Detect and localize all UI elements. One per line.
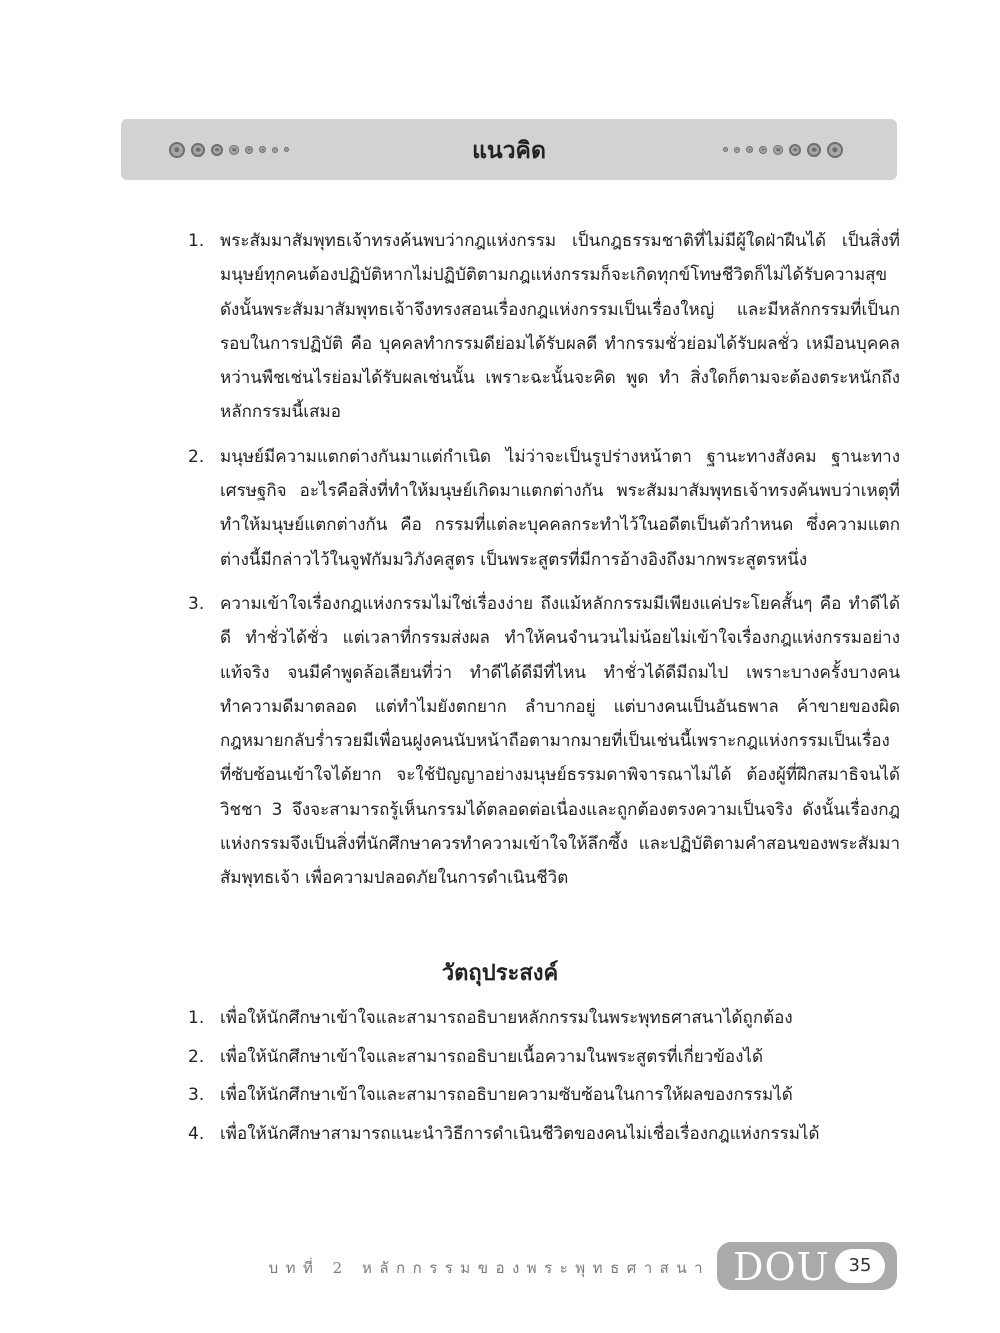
- list-number: 1.: [188, 1008, 205, 1028]
- circle-icon: [734, 147, 740, 153]
- objective-text: เพื่อให้นักศึกษาเข้าใจและสามารถอธิบายหลักกรรมในพระพุทธศาสนาได้ถูกต้อง: [220, 1008, 793, 1028]
- footer-badge: [717, 1242, 897, 1290]
- circle-icon: [807, 143, 821, 157]
- list-number: 3.: [188, 1085, 205, 1105]
- objective-list: [188, 999, 900, 1153]
- list-number: 4.: [188, 1123, 205, 1144]
- page-number: 35: [835, 1249, 885, 1283]
- objective-text: เพื่อให้นักศึกษาเข้าใจและสามารถอธิบายเนื้อความในพระสูตรที่เกี่ยวข้องได้: [220, 1046, 763, 1067]
- section-header-bar: [121, 119, 897, 180]
- chapter-footer-text: บทที่ 2 หลักกรรมของพระพุทธศาสนา: [268, 1259, 710, 1277]
- list-item: [188, 999, 900, 1038]
- circle-icon: [773, 145, 783, 155]
- circle-icon: [723, 147, 728, 152]
- section-title-concepts: แนวคิด: [472, 138, 546, 164]
- list-number: 2.: [188, 1046, 205, 1067]
- dou-logo: DOU: [733, 1245, 830, 1289]
- list-item: [188, 1115, 900, 1154]
- list-number: 1.: [188, 231, 205, 251]
- circle-icon: [827, 142, 843, 158]
- concept-paragraph: ความเข้าใจเรื่องกฎแห่งกรรมไม่ใช่เรื่องง่าย ถึงแม้หลักกรรมมีเพียงแค่ประโยคสั้นๆ คือ ทำดีได้ดี ทำชั่วได้ชั่ว แต่เวลาที่กรรมส่งผล ทำให้คนจำนวนไม่น้อยไม่เข้าใจเรื่องกฎแห่งกรรมอย่างแท้จริง จนมีคำพูดล้อเลียนที่ว่า ทำดีได้ดีมีที่ไหน ทำชั่วได้ดีมีถมไป เพราะบางครั้งบางคนทำความดีมาตลอด แต่ทำไมยังตกยาก ลำบากอยู่ แต่บางคนเป็นอันธพาล ค้าขายของผิดกฎหมายกลับร่ำรวยมีเพื่อนฝูงคนนับหน้าถือตามากมายที่เป็นเช่นนี้เพราะกฎแห่งกรรมเป็นเรื่องที่ซับซ้อนเข้าใจได้ยาก จะใช้ปัญญาอย่างมนุษย์ธรรมดาพิจารณาไม่ได้ ต้องผู้ที่ฝึกสมาธิจนได้วิชชา 3 จึงจะสามารถรู้เห็นกรรมได้ตลอดต่อเนื่องและถูกต้องตรงความเป็นจริง ดังนั้นเรื่องกฎแห่งกรรมจึงเป็นสิ่งที่นักศึกษาควรทำความเข้าใจให้ลึกซึ้ง และปฏิบัติตามคำสอนของพระสัมมาสัมพุทธเจ้า เพื่อความปลอดภัยในการดำเนินชีวิต: [220, 593, 900, 889]
- header-decoration-right: [723, 119, 849, 180]
- concept-paragraph: พระสัมมาสัมพุทธเจ้าทรงค้นพบว่ากฎแห่งกรรม เป็นกฎธรรมชาติที่ไม่มีผู้ใดฝ่าฝืนได้ เป็นสิ่งที่มนุษย์ทุกคนต้องปฏิบัติหากไม่ปฏิบัติตามกฎแห่งกรรมก็จะเกิดทุกข์โทษชีวิตก็ไม่ได้รับความสุข ดังนั้นพระสัมมาสัมพุทธเจ้าจึงทรงสอนเรื่องกฎแห่งกรรมเป็นเรื่องใหญ่ และมีหลักกรรมที่เป็นกรอบในการปฏิบัติ คือ บุคคลทำกรรมดีย่อมได้รับผลดี ทำกรรมชั่วย่อมได้รับผลชั่ว เหมือนบุคคลหว่านพืชเช่นไรย่อมได้รับผลเช่นนั้น เพราะฉะนั้นจะคิด พูด ทำ สิ่งใดก็ตามจะต้องตระหนักถึงหลักกรรมนี้เสมอ: [220, 231, 900, 423]
- circle-icon: [789, 144, 801, 156]
- circle-icon: [759, 146, 767, 154]
- section-title-objectives: วัตถุประสงค์: [441, 961, 559, 986]
- list-number: 2.: [188, 446, 205, 467]
- list-item: [188, 224, 900, 430]
- list-item: [188, 1038, 900, 1077]
- objective-text: เพื่อให้นักศึกษาสามารถแนะนำวิธีการดำเนินชีวิตของคนไม่เชื่อเรื่องกฎแห่งกรรมได้: [220, 1123, 820, 1144]
- list-item: [188, 440, 900, 577]
- concept-paragraph: มนุษย์มีความแตกต่างกันมาแต่กำเนิด ไม่ว่าจะเป็นรูปร่างหน้าตา ฐานะทางสังคม ฐานะทางเศรษฐกิจ อะไรคือสิ่งที่ทำให้มนุษย์เกิดมาแตกต่างกัน พระสัมมาสัมพุทธเจ้าทรงค้นพบว่าเหตุที่ทำให้มนุษย์แตกต่างกัน คือ กรรมที่แต่ละบุคคลกระทำไว้ในอดีตเป็นตัวกำหนด ซึ่งความแตกต่างนี้มีกล่าวไว้ในจูฬกัมมวิภังคสูตร เป็นพระสูตรที่มีการอ้างอิงถึงมากพระสูตรหนึ่ง: [220, 446, 900, 570]
- list-number: 3.: [188, 593, 205, 614]
- list-item: [188, 1076, 900, 1115]
- objective-text: เพื่อให้นักศึกษาเข้าใจและสามารถอธิบายความซับซ้อนในการให้ผลของกรรมได้: [220, 1085, 793, 1105]
- list-item: [188, 587, 900, 896]
- circle-icon: [746, 146, 753, 153]
- concept-list: [188, 224, 900, 906]
